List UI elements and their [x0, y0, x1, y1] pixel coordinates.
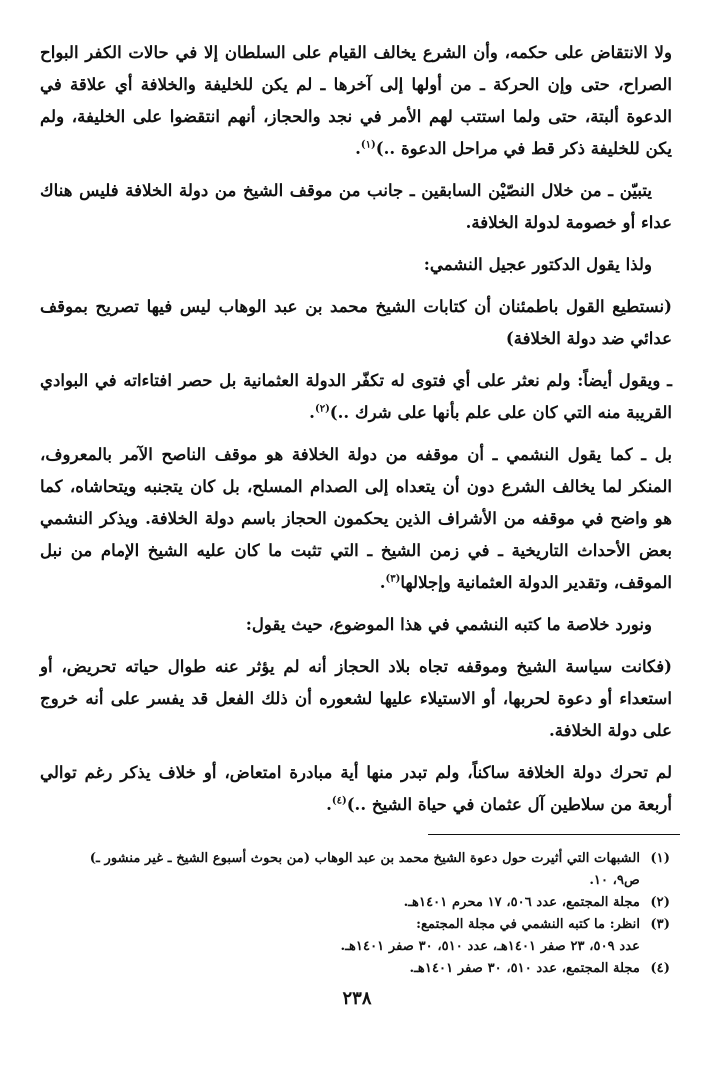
footnote-number: (٤) [650, 961, 670, 976]
paragraph-7: ونورد خلاصة ما كتبه النشمي في هذا الموضوع، حيث يقول: [245, 614, 652, 634]
footnote-text: انظر: ما كتبه النشمي في مجلة المجتمع: [416, 917, 640, 932]
paragraph-2: يتبيّن ـ من خلال النصّيْن السابقين ـ جانب من موقف الشيخ من دولة الخلافة فليس هناك عداء أو خصومة لدولة الخلافة. [40, 180, 672, 232]
footnote-text: الشبهات التي أثيرت حول دعوة الشيخ محمد بن عبد الوهاب (من بحوث أسبوع الشيخ ـ غير منشور ـ) [89, 851, 640, 866]
footnote-ref-1: (١) [360, 139, 376, 151]
footnote-separator [428, 834, 680, 835]
footnote-1 [44, 848, 670, 892]
paragraph-5: ـ ويقول أيضاً: ولم نعثر على أي فتوى له تكفّر الدولة العثمانية بل حصر افتاءاته في البوادي القريبة منه التي كان على علم بأنها على شرك ..)$^{(٢)}$. [40, 370, 672, 422]
paragraph-6: بل ـ كما يقول النشمي ـ أن موقفه من دولة الخلافة هو موقف الناصح الآمر بالمعروف، المنكر لما يخالف الشرع دون أن يتعداه إلى الصدام المسلح، بل كان يتجنبه ويتحاشاه، كما هو واضح في موقفه من الأشراف الذين يحكمون الحجاز باسم دولة الخلافة. ويذكر النشمي بعض الأحداث التاريخية ـ في زمن الشيخ ـ التي تثبت ما كان عليه الشيخ الإمام من نبل الموقف، وتقدير الدولة العثمانية وإجلالها$^{(٣)}$. [40, 444, 672, 592]
footnote-ref-4: (٤) [331, 795, 347, 807]
footnote-text: ص٩، ١٠. [589, 873, 640, 888]
paragraph-4: (نستطيع القول باطمئنان أن كتابات الشيخ محمد بن عبد الوهاب ليس فيها تصريح بموقف عدائي ضد دولة الخلافة) [40, 296, 672, 348]
footnote-text: عدد ٥٠٩، ٢٣ صفر ١٤٠١هـ، عدد ٥١٠، ٣٠ صفر ١٤٠١هـ. [340, 939, 640, 954]
footnote-number: (٣) [650, 917, 670, 932]
paragraph-3: ولذا يقول الدكتور عجيل النشمي: [423, 254, 652, 274]
paragraph-8: (فكانت سياسة الشيخ وموقفه تجاه بلاد الحجاز أنه لم يؤثر عنه طوال حياته تحريض، أو استعداء أو دعوة لحربها، أو الاستيلاء عليها لشعوره أن ذلك الفعل قد يفسر على أنه خروج على دولة الخلافة. [40, 656, 672, 740]
footnote-ref-3: (٣) [385, 573, 401, 585]
page-number: ٢٣٨ [342, 988, 372, 1009]
footnote-2 [44, 892, 670, 914]
main-text [40, 36, 672, 830]
footnote-ref-2: (٢) [314, 403, 330, 415]
footnote-3 [44, 914, 670, 958]
paragraph-1: ولا الانتقاض على حكمه، وأن الشرع يخالف القيام على السلطان إلا في حالات الكفر البواح الصراح، حتى وإن الحركة ـ من أولها إلى آخرها ـ لم يكن للخليفة والخلافة أي علاقة في الدعوة ألبتة، حتى ولما استتب لهم الأمر في نجد والحجاز، أنهم انتقضوا على الخليفة، ولم يكن للخليفة ذكر قط في مراحل الدعوة ..)$^{(١)}$. [40, 42, 672, 158]
footnote-number: (١) [650, 851, 670, 866]
footnote-text: مجلة المجتمع، عدد ٥١٠، ٣٠ صفر ١٤٠١هـ. [409, 961, 640, 976]
footnote-number: (٢) [650, 895, 670, 910]
footnotes [44, 848, 670, 980]
paragraph-9: لم تحرك دولة الخلافة ساكناً، ولم تبدر منها أية مبادرة امتعاض، أو خلاف يذكر رغم توالي أربعة من سلاطين آل عثمان في حياة الشيخ ..)$^{(٤)}$. [40, 762, 672, 814]
footnote-text: مجلة المجتمع، عدد ٥٠٦، ١٧ محرم ١٤٠١هـ. [403, 895, 640, 910]
footnote-4 [44, 958, 670, 980]
